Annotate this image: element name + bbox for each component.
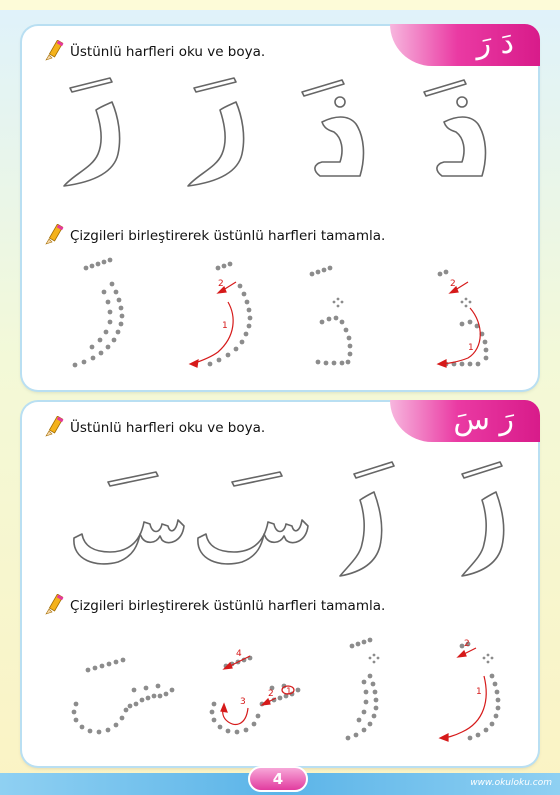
stroke-number: 1: [222, 321, 228, 331]
instruction-text: Çizgileri birleştirerek üstünlü harfleri tamamla.: [70, 598, 386, 614]
outline-letters-row-2: [22, 452, 538, 582]
top-strip: [0, 0, 560, 10]
pencil-icon: [42, 594, 64, 618]
pencil-icon: [42, 416, 64, 440]
stroke-number: 2: [464, 639, 470, 649]
outline-ra: [340, 462, 394, 576]
instruction-text: Üstünlü harfleri oku ve boya.: [70, 44, 266, 60]
outline-ra: [188, 78, 244, 186]
section-panel-1: [22, 26, 538, 390]
stroke-number: 2: [450, 279, 456, 289]
page-number: 4: [248, 766, 308, 792]
outline-seen: [198, 472, 308, 564]
dotted-dhal-guided: [438, 270, 489, 367]
pencil-icon: [42, 40, 64, 64]
stroke-number: 2: [268, 689, 274, 699]
stroke-number: 1: [286, 687, 292, 697]
instruction-read-paint-1: [42, 40, 265, 64]
dotted-dhal: [310, 266, 353, 366]
tab-letters-2: رَ سَ: [453, 402, 514, 437]
instruction-connect-2: [42, 594, 385, 618]
arrow-icon: [190, 282, 480, 367]
section-panel-2: [22, 402, 538, 766]
dotted-letters-row-1: [22, 252, 538, 382]
stroke-number: 1: [468, 343, 474, 353]
stroke-number: 2: [218, 279, 224, 289]
outline-ra: [64, 78, 120, 186]
website-link[interactable]: www.okuloku.com: [470, 778, 552, 788]
instruction-read-paint-2: [42, 416, 265, 440]
dotted-ra-guided: [208, 262, 253, 367]
outline-ra: [462, 462, 504, 576]
dotted-ra: [346, 638, 380, 741]
instruction-text: Çizgileri birleştirerek üstünlü harfleri tamamla.: [70, 228, 386, 244]
tab-letters-1: دَ رَ: [476, 26, 514, 61]
stroke-number: 3: [240, 697, 246, 707]
outline-dhal: [302, 80, 363, 176]
stroke-number: 4: [236, 649, 242, 659]
arrow-icon: [221, 648, 486, 741]
letters-tab-2: [390, 400, 540, 442]
letters-tab-1: [390, 24, 540, 66]
dotted-letters-row-2: [22, 624, 538, 764]
instruction-connect-1: [42, 224, 385, 248]
outline-dhal: [424, 80, 485, 176]
dotted-ra: [73, 258, 125, 368]
dotted-seen: [72, 658, 175, 735]
outline-seen: [74, 472, 184, 564]
pencil-icon: [42, 224, 64, 248]
instruction-text: Üstünlü harfleri oku ve boya.: [70, 420, 266, 436]
outline-letters-row-1: [22, 76, 538, 196]
stroke-number: 1: [476, 687, 482, 697]
